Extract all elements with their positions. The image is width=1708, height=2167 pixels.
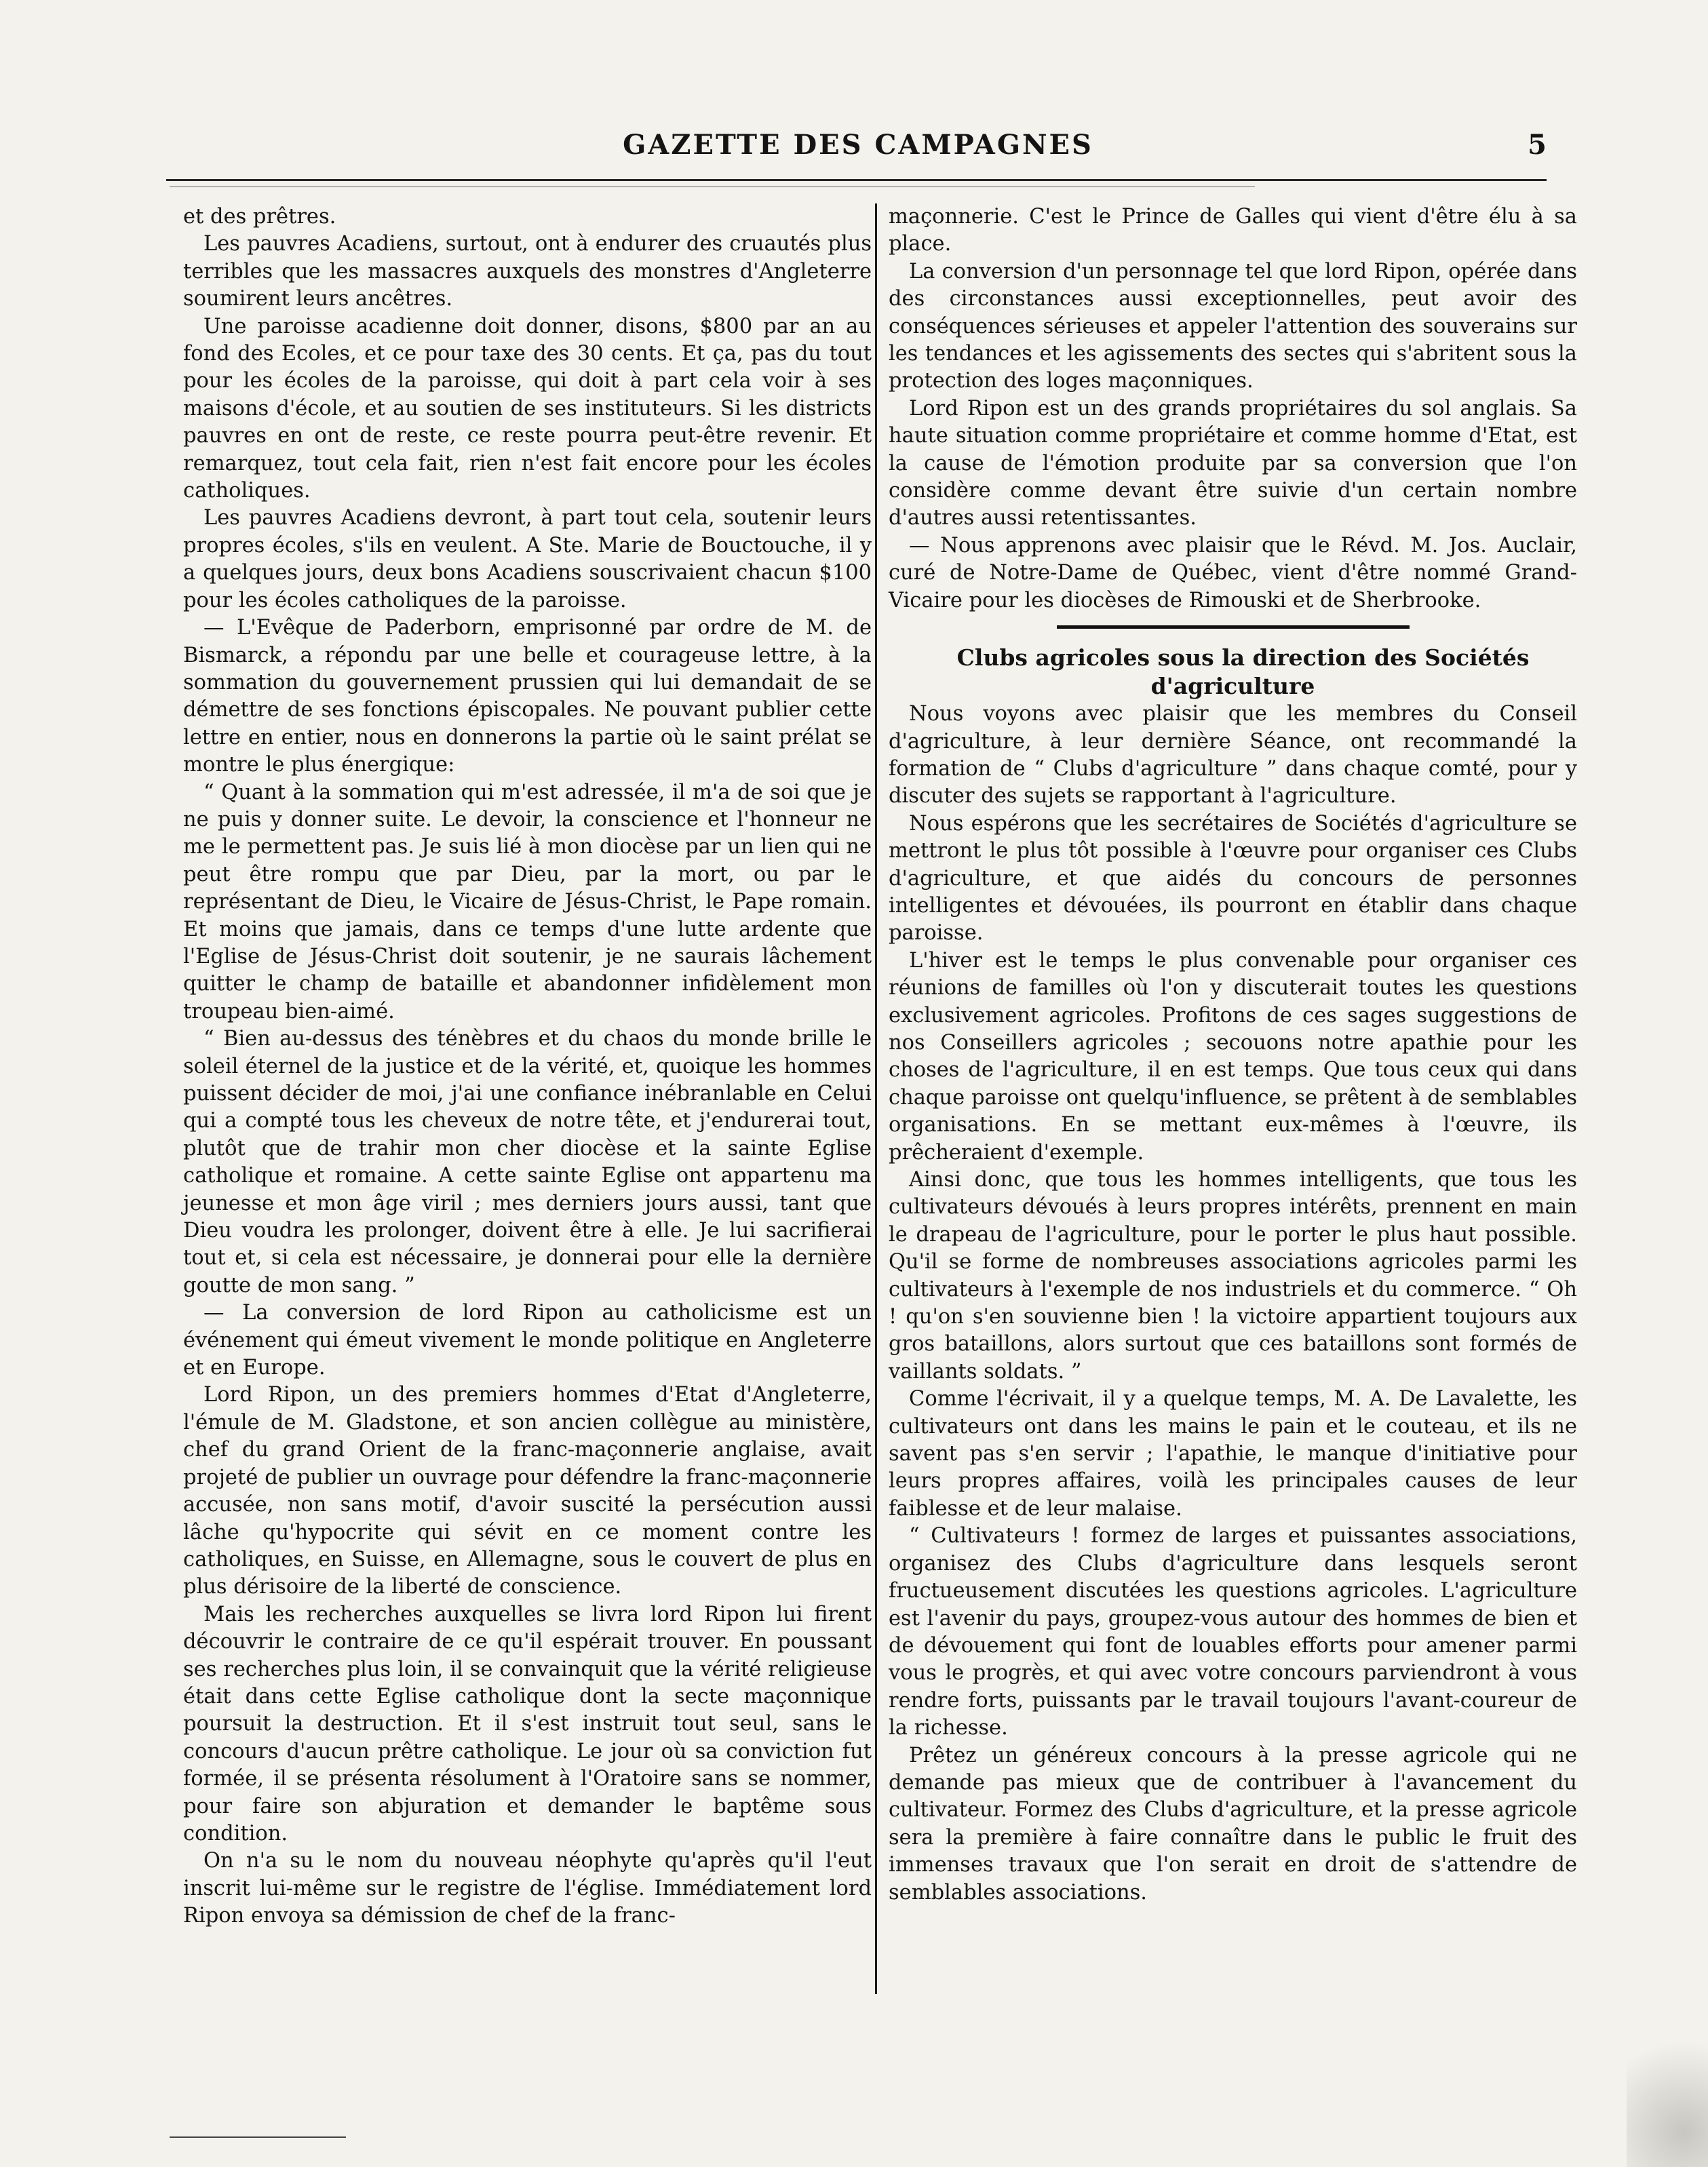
left-column — [183, 203, 872, 1930]
paragraph: Nous espérons que les secrétaires de Sociétés d'agriculture se mettront le plus tôt possible à l'œuvre pour organiser ces Clubs d'agriculture, et que aidés du concours de personnes intelligentes et dévouées, ils pourront en établir dans chaque paroisse. — [889, 811, 1577, 945]
page-header — [170, 129, 1547, 170]
paragraph: Ainsi donc, que tous les hommes intelligents, que tous les cultivateurs dévoués à leurs propres intérêts, prennent en main le drapeau de l'agriculture, pour le porter le plus haut possible. Qu'il se forme de nombreuses associations agricoles parmi les cultivateurs à l'exemple de nos industriels et du commerce. “ Oh ! qu'on s'en souvienne bien ! la victoire appartient toujours aux gros bataillons, alors surtout que ces bataillons sont formés de vaillants soldats. ” — [889, 1168, 1577, 1384]
paragraph: et des prêtres. — [183, 205, 336, 229]
footer-rule — [170, 2136, 346, 2138]
paragraph: “ Cultivateurs ! formez de larges et puissantes associations, organisez des Clubs d'agriculture dans lesquels seront fructueusement discutées les questions agricoles. L'agriculture est l'avenir du pays, groupez-vous autour des hommes de bien et de dévouement qui font de louables efforts pour amener parmi vous le progrès, et qui avec votre concours parviendront à vous rendre forts, puissants par le travail toujours l'avant-coureur de la richesse. — [889, 1524, 1577, 1740]
paragraph: On n'a su le nom du nouveau néophyte qu'après qu'il l'eut inscrit lui-même sur le registre de l'église. Immédiatement lord Ripon envoya sa démission de chef de la franc- — [183, 1849, 872, 1928]
paragraph: maçonnerie. C'est le Prince de Galles qui vient d'être élu à sa place. — [889, 205, 1577, 256]
paragraph: Les pauvres Acadiens devront, à part tout cela, soutenir leurs propres écoles, s'ils en veulent. A Ste. Marie de Bouctouche, il y a quelques jours, deux bons Acadiens souscrivaient chacun $100 pour les écoles catholiques de la paroisse. — [183, 506, 872, 612]
page-number: 5 — [1528, 129, 1547, 161]
masthead-title: GAZETTE DES CAMPAGNES — [623, 129, 1093, 161]
right-column — [889, 203, 1577, 1907]
paragraph: L'hiver est le temps le plus convenable pour organiser ces réunions de familles où l'on y discuterait toutes les questions exclusivement agricoles. Profitons de ces sages suggestions de nos Conseillers agricoles ; secouons notre apathie pour les choses de l'agriculture, il en est temps. Que tous ceux qui dans chaque paroisse ont quelqu'influence, se prêtent à de semblables organisations. En se mettant eux-mêmes à l'œuvre, ils prêcheraient d'exemple. — [889, 948, 1577, 1165]
section-divider — [1057, 625, 1410, 629]
header-rule — [166, 179, 1547, 181]
paragraph: Lord Ripon, un des premiers hommes d'Etat d'Angleterre, l'émule de M. Gladstone, et son ancien collègue au ministère, chef du grand Orient de la franc-maçonnerie anglaise, avait projeté de publier un ouvrage pour défendre la franc-maçonnerie accusée, non sans motif, d'avoir suscité la persécution aussi lâche qu'hypocrite qui sévit en ce moment contre les catholiques, en Suisse, en Allemagne, sous le couvert de plus en plus dérisoire de la liberté de conscience. — [183, 1383, 872, 1599]
paragraph: Prêtez un généreux concours à la presse agricole qui ne demande pas mieux que de contribuer à l'avancement du cultivateur. Formez des Clubs d'agriculture, et la presse agricole sera la première à faire connaître dans le public le fruit des immenses travaux que l'on serait en droit de s'attendre de semblables associations. — [889, 1743, 1577, 1905]
paper-stain — [1627, 1991, 1708, 2167]
section-title: Clubs agricoles sous la direction des Sociétés d'agriculture — [956, 644, 1530, 700]
paragraph: — Nous apprenons avec plaisir que le Révd. M. Jos. Auclair, curé de Notre-Dame de Québec, vient d'être nommé Grand-Vicaire pour les diocèses de Rimouski et de Sherbrooke. — [889, 533, 1577, 612]
paragraph: Une paroisse acadienne doit donner, disons, $800 par an au fond des Ecoles, et ce pour taxe des 30 cents. Et ça, pas du tout pour les écoles de la paroisse, qui doit à part cela voir à ses maisons d'école, et au soutien de ses instituteurs. Si les districts pauvres en ont de reste, ce reste pourra peut-être revenir. Et remarquez, tout cela fait, rien n'est fait encore pour les écoles catholiques. — [183, 314, 872, 503]
paragraph: Nous voyons avec plaisir que les membres du Conseil d'agriculture, à leur dernière Séance, ont recommandé la formation de “ Clubs d'agriculture ” dans chaque comté, pour y discuter des sujets se rapportant à l'agriculture. — [889, 702, 1577, 808]
paragraph: Lord Ripon est un des grands propriétaires du sol anglais. Sa haute situation comme propriétaire et comme homme d'Etat, est la cause de l'émotion produite par sa conversion que l'on considère comme devant être suivie d'un certain nombre d'autres aussi retentissantes. — [889, 396, 1577, 530]
paragraph: Comme l'écrivait, il y a quelque temps, M. A. De Lavalette, les cultivateurs ont dans les mains le pain et le couteau, et ils ne savent pas s'en servir ; l'apathie, le manque d'initiative pour leurs propres affaires, voilà les principales causes de leur faiblesse et de leur malaise. — [889, 1387, 1577, 1521]
paragraph: “ Bien au-dessus des ténèbres et du chaos du monde brille le soleil éternel de la justice et de la vérité, et, quoique les hommes puissent décider de moi, j'ai une confiance inébranlable en Celui qui a compté tous les cheveux de notre tête, et j'endurerai tout, plutôt que de trahir mon cher diocèse et la sainte Eglise catholique et romaine. A cette sainte Eglise ont appartenu ma jeunesse et mon âge viril ; mes derniers jours aussi, tant que Dieu voudra les prolonger, doivent être à elle. Je lui sacrifierai tout et, si cela est nécessaire, je donnerai pour elle la dernière goutte de mon sang. ” — [183, 1027, 872, 1297]
paragraph: — La conversion de lord Ripon au catholicisme est un événement qui émeut vivement le monde politique en Angleterre et en Europe. — [183, 1301, 872, 1380]
paragraph: — L'Evêque de Paderborn, emprisonné par ordre de M. de Bismarck, a répondu par une belle et courageuse lettre, à la sommation du gouvernement prussien qui lui demandait de se démettre de ses fonctions épiscopales. Ne pouvant publier cette lettre en entier, nous en donnerons la partie où le saint prélat se montre le plus énergique: — [183, 616, 872, 777]
paragraph: La conversion d'un personnage tel que lord Ripon, opérée dans des circonstances aussi exceptionnelles, peut avoir des conséquences sérieuses et appeler l'attention des souverains sur les tendances et les agissements des sectes qui s'abritent sous la protection des loges maçonniques. — [889, 259, 1577, 393]
paragraph: Mais les recherches auxquelles se livra lord Ripon lui firent découvrir le contraire de ce qu'il espérait trouver. En poussant ses recherches plus loin, il se convainquit que la vérité religieuse était dans cette Eglise catholique dont la secte maçonnique poursuit la destruction. Et il s'est instruit tout seul, sans le concours d'aucun prêtre catholique. Le jour où sa conviction fut formée, il se présenta résolument à l'Oratoire sans se nommer, pour faire son abjuration et demander le baptême sous condition. — [183, 1602, 872, 1846]
paragraph: “ Quant à la sommation qui m'est adressée, il m'a de soi que je ne puis y donner suite. Le devoir, la conscience et l'honneur ne me le permettent pas. Je suis lié à mon diocèse par un lien qui ne peut être rompu que par Dieu, par la mort, ou par le représentant de Dieu, le Vicaire de Jésus-Christ, le Pape romain. Et moins que jamais, dans ce temps d'une lutte ardente que l'Eglise de Jésus-Christ doit soutenir, je ne saurais lâchement quitter le champ de bataille et abandonner infidèlement mon troupeau bien-aimé. — [183, 780, 872, 1023]
paragraph: Les pauvres Acadiens, surtout, ont à endurer des cruautés plus terribles que les massacres auxquels des monstres d'Angleterre soumirent leurs ancêtres. — [183, 232, 872, 311]
column-divider — [875, 203, 877, 1994]
